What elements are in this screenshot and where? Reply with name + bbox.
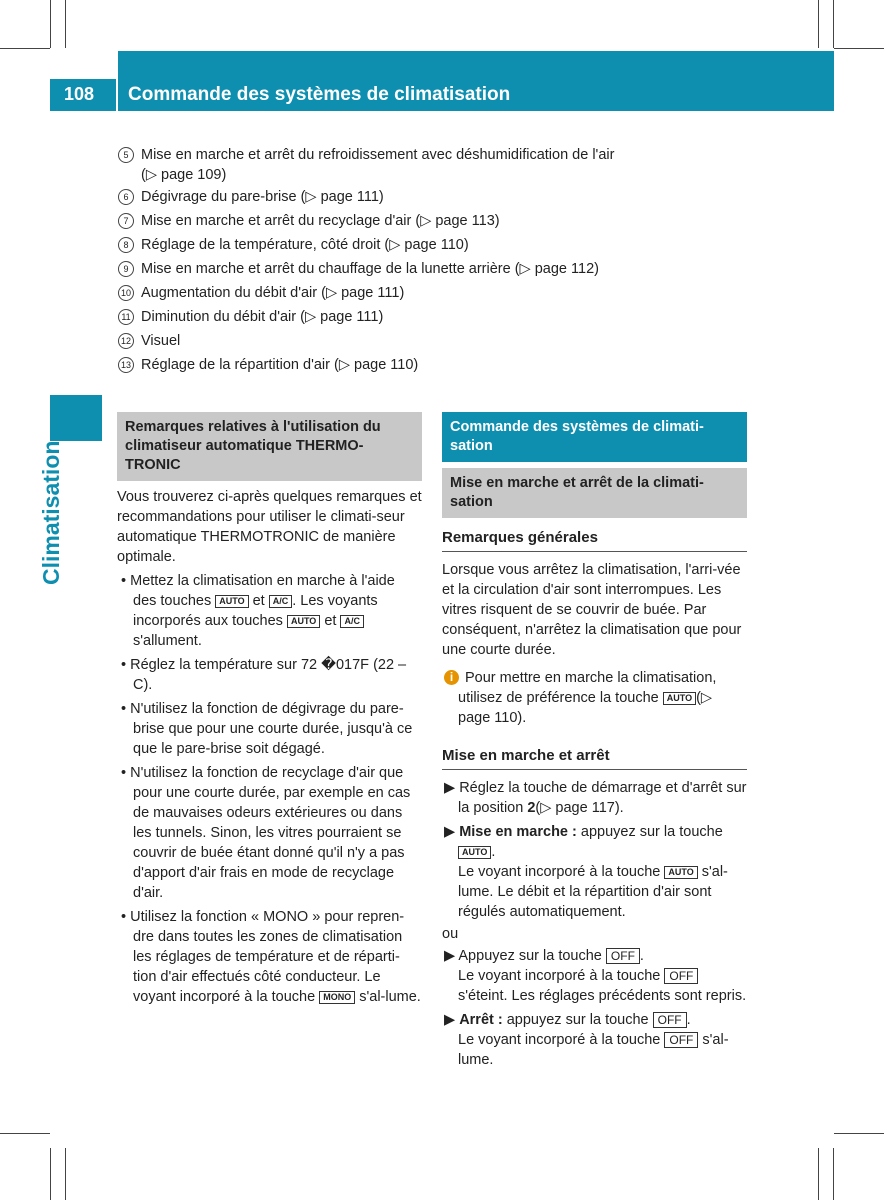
crop-mark [834,48,884,49]
crop-mark [0,48,50,49]
auto-key-icon: AUTO [664,866,697,879]
crop-mark [818,1148,819,1200]
auto-key-icon: AUTO [458,846,491,859]
bullet-text: Mettez la climatisation en marche à l'aide des touches [130,573,395,609]
item-text: Dégivrage du pare-brise (▷ page 111) [141,189,384,205]
item-text: Mise en marche et arrêt du recyclage d'air (▷ page 113) [141,213,500,229]
step-label: Arrêt : [459,1012,503,1028]
bullet-text: s'al-lume. [359,989,421,1005]
bullet-text: Utilisez la fonction « MONO » pour repren-dre dans toutes les zones de climatisation les réglages de température et de réparti-tion d'air effectués côté conducteur. Le voyant incorporé à la touche [130,909,405,1005]
auto-key-icon: AUTO [215,595,248,608]
info-text: (▷ page 110). [458,690,713,726]
crop-mark [818,0,819,48]
paragraph: Lorsque vous arrêtez la climatisation, l'arri-vée et la circulation d'air sont interrompues. Les vitres risquent de se couvrir de buée. Par conséquent, n'arrêtez la climatisation que pour une courte durée. [442,562,742,658]
list-item [118,307,383,327]
bullet-text: . Les voyants incorporés aux touches [133,593,378,629]
list-item [118,259,599,279]
step-label: Mise en marche : [459,824,577,840]
info-text: Pour mettre en marche la climatisation, utilisez de préférence la touche [458,670,717,706]
bullet-text: s'allument. [133,633,202,649]
off-key-icon: OFF [664,968,698,984]
item-number: 10 [118,285,134,301]
item-number: 9 [118,261,134,277]
item-number: 6 [118,189,134,205]
item-text: Augmentation du débit d'air (▷ page 111) [141,285,405,301]
step-text: Le voyant incorporé à la touche [458,864,661,880]
bullet-item: • Réglez la température sur 72 �017F (22 ‒C). [121,657,407,693]
item-text: Diminution du débit d'air (▷ page 111) [141,309,384,325]
off-key-icon: OFF [606,948,640,964]
ac-key-icon: A/C [269,595,293,608]
list-item [118,283,404,303]
off-key-icon: OFF [653,1012,687,1028]
sub-heading: Mise en marche et arrêt [442,746,747,770]
ac-key-icon: A/C [340,615,364,628]
or-text: ou [442,926,459,942]
intro-paragraph: Vous trouverez ci-après quelques remarques et recommandations pour utiliser le climati-seur automatique THERMOTRONIC de manière optimale. [117,489,422,565]
item-text: Mise en marche et arrêt du refroidissement avec déshumidification de l'air [141,147,615,163]
info-note [442,668,747,728]
list-item [118,211,500,231]
item-text: Mise en marche et arrêt du chauffage de la lunette arrière (▷ page 112) [141,261,599,277]
list-item [118,235,469,255]
item-number: 13 [118,357,134,373]
bullet-text: et [324,613,337,629]
bullet-text: Réglez la température sur 72 �017F (22 ‒C). [130,657,407,693]
item-text: (▷ page 109) [141,167,227,183]
item-number: 12 [118,333,134,349]
item-text: Réglage de la température, côté droit (▷ page 110) [141,237,469,253]
page-number: 108 [64,84,95,104]
auto-key-icon: AUTO [287,615,320,628]
step-text: s'al-lume. Le débit et la répartition d'air sont régulés automatiquement. [458,864,728,920]
mono-key-icon: MONO [319,991,355,1004]
list-item [118,145,614,185]
item-number: 11 [118,309,134,325]
step-text: (▷ page 117). [535,800,624,816]
sub-heading: Remarques générales [442,528,747,552]
right-column [442,412,747,1070]
info-icon: i [444,670,459,685]
step-text: s'éteint. Les réglages précédents sont repris. [458,988,747,1004]
section-heading: Commande des systèmes de climati-sation [442,412,747,462]
step-text: appuyez sur la touche [506,1012,649,1028]
auto-key-icon: AUTO [663,692,696,705]
step-text: s'al-lume. [458,1032,729,1068]
section-side-label: Climatisation [38,440,64,585]
bullet-text: N'utilisez la fonction de recyclage d'air que pour une courte durée, par exemple en cas de mauvaises odeurs extérieures ou dans les tunnels. Sinon, les vitres pourraient se couvrir de buée étant donné qu'il n'y a pas d'apport d'air frais en mode de recyclage d'air. [130,765,411,901]
left-column [117,412,422,1007]
item-number: 8 [118,237,134,253]
list-item [118,187,384,207]
crop-mark [834,1133,884,1134]
section-heading: Remarques relatives à l'utilisation du climatiseur automatique THERMO-TRONIC [117,412,422,481]
crop-mark [50,1148,51,1200]
bullet-item: • N'utilisez la fonction de recyclage d'air que pour une courte durée, par exemple en cas de mauvaises odeurs extérieures ou dans les tunnels. Sinon, les vitres pourraient se couvrir de buée étant donné qu'il n'y a pas d'apport d'air frais en mode de recyclage d'air. [121,765,411,901]
crop-mark [65,1148,66,1200]
bullet-text: et [252,593,265,609]
item-number: 5 [118,147,134,163]
item-text: Réglage de la répartition d'air (▷ page 110) [141,357,419,373]
step-item: ▶ Appuyez sur la touche OFF . Le voyant incorporé à la touche OFF s'éteint. Les réglages précédents sont repris. [444,948,747,1004]
position-value: 2 [527,800,536,816]
step-item: ▶ Mise en marche : appuyez sur la touche AUTO . Le voyant incorporé à la touche AUTO s'al-lume. Le débit et la répartition d'air sont régulés automatiquement. [444,824,728,920]
side-tab [50,395,102,441]
page-title: Commande des systèmes de climatisation [128,84,511,105]
list-item [118,355,418,375]
step-text: Le voyant incorporé à la touche [458,1032,661,1048]
step-text: Réglez la touche de démarrage et d'arrêt sur la position [458,780,747,816]
list-item [118,331,180,351]
step-text: Le voyant incorporé à la touche [458,968,661,984]
bullet-item: • Utilisez la fonction « MONO » pour repren-dre dans toutes les zones de climatisation les réglages de température et de réparti-tion d'air effectués côté conducteur. Le voyant incorporé à la touche MONO s'al-lume. [121,909,421,1005]
bullet-text: N'utilisez la fonction de dégivrage du pare-brise que pour une courte durée, jusqu'à ce que le pare-brise soit dégagé. [130,701,413,757]
bullet-item: • Mettez la climatisation en marche à l'aide des touches AUTO et A/C . Les voyants incorporés aux touches AUTO et A/C s'allument. [121,573,395,649]
step-text: appuyez sur la touche [580,824,723,840]
crop-mark [0,1133,50,1134]
item-text: Visuel [141,333,181,349]
crop-mark [50,0,51,48]
crop-mark [65,0,66,48]
crop-mark [833,0,834,48]
step-item: ▶ Arrêt : appuyez sur la touche OFF . Le voyant incorporé à la touche OFF s'al-lume. [444,1012,729,1068]
crop-mark [833,1148,834,1200]
step-text: Appuyez sur la touche [458,948,602,964]
off-key-icon: OFF [664,1032,698,1048]
step-item: ▶ Réglez la touche de démarrage et d'arrêt sur la position 2(▷ page 117). [444,780,747,816]
item-number: 7 [118,213,134,229]
bullet-item: • N'utilisez la fonction de dégivrage du pare-brise que pour une courte durée, jusqu'à ce que le pare-brise soit dégagé. [121,701,413,757]
subsection-heading: Mise en marche et arrêt de la climati-sation [442,468,747,518]
